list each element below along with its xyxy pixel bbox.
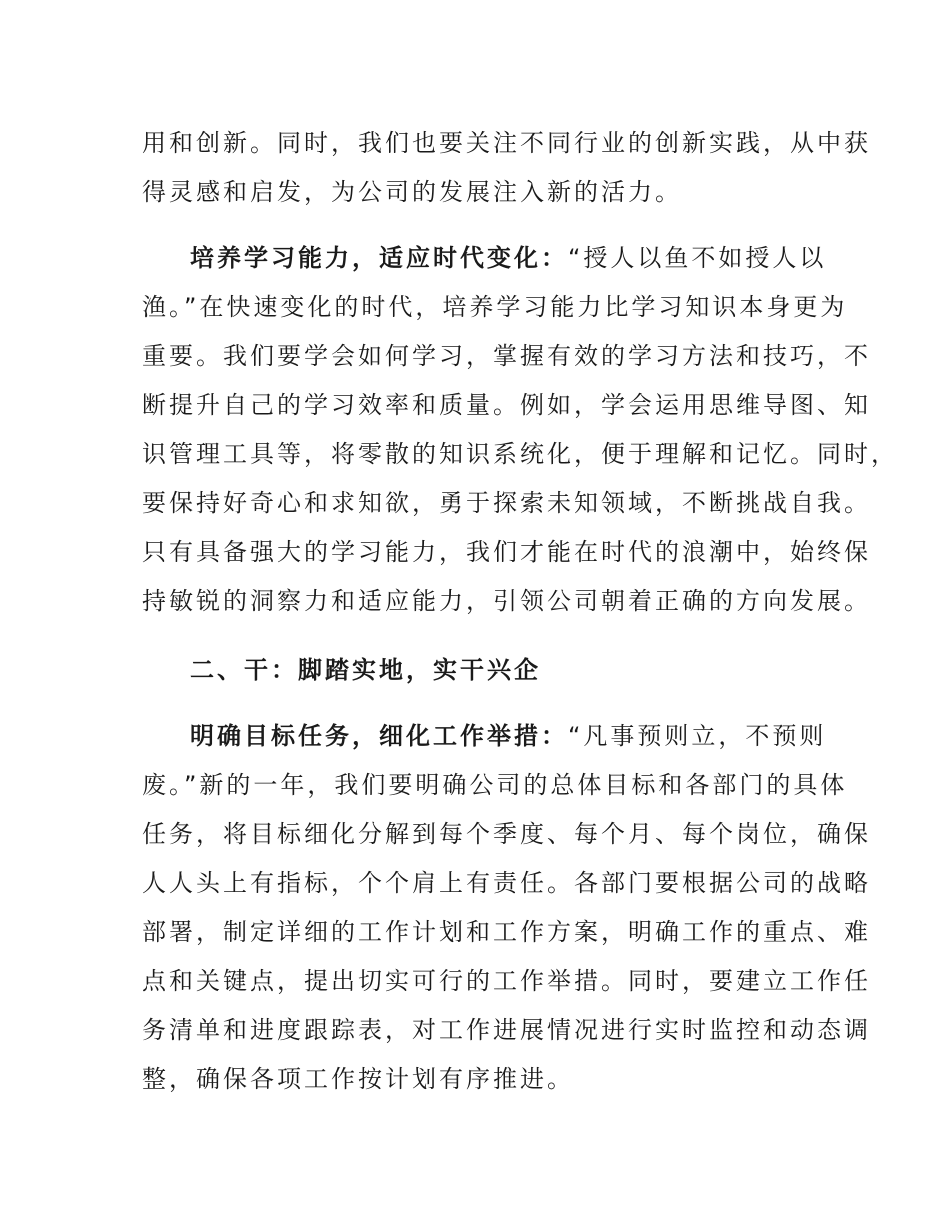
paragraph-line: 渔。”在快速变化的时代，培养学习能力比学习知识本身更为: [142, 293, 848, 321]
paragraph-line: 务清单和进度跟踪表，对工作进展情况进行实时监控和动态调: [142, 1016, 871, 1044]
paragraph-line: 得灵感和启发，为公司的发展注入新的活力。: [142, 178, 682, 206]
paragraph-line: 废。”新的一年，我们要明确公司的总体目标和各部门的具体: [142, 771, 848, 799]
paragraph-heading: 培养学习能力，适应时代变化：: [190, 244, 568, 272]
paragraph-line: 人人头上有指标，个个肩上有责任。各部门要根据公司的战略: [142, 869, 871, 897]
paragraph-line: 任务，将目标细化分解到每个季度、每个月、每个岗位，确保: [142, 820, 871, 848]
paragraph-line: 断提升自己的学习效率和质量。例如，学会运用思维导图、知: [142, 391, 871, 419]
paragraph-line: 要保持好奇心和求知欲，勇于探索未知领域，不断挑战自我。: [142, 489, 871, 517]
paragraph-line: 重要。我们要学会如何学习，掌握有效的学习方法和技巧，不: [142, 342, 871, 370]
paragraph-line: 用和创新。同时，我们也要关注不同行业的创新实践，从中获: [142, 129, 871, 157]
paragraph-line: 点和关键点，提出切实可行的工作举措。同时，要建立工作任: [142, 967, 871, 995]
paragraph-line: 只有具备强大的学习能力，我们才能在时代的浪潮中，始终保: [142, 538, 871, 566]
paragraph-first-line: [190, 721, 826, 751]
paragraph-first-line: [190, 243, 826, 273]
paragraph-text: “凡事预则立，不预则: [568, 722, 827, 750]
paragraph-line: 整，确保各项工作按计划有序推进。: [142, 1065, 574, 1093]
paragraph-line: 持敏锐的洞察力和适应能力，引领公司朝着正确的方向发展。: [142, 587, 871, 615]
paragraph-heading: 明确目标任务，细化工作举措：: [190, 722, 568, 750]
paragraph-line: 识管理工具等，将零散的知识系统化，便于理解和记忆。同时，: [142, 440, 898, 468]
paragraph-text: “授人以鱼不如授人以: [568, 244, 827, 272]
section-heading: 二、干：脚踏实地，实干兴企: [190, 656, 541, 684]
paragraph-line: 部署，制定详细的工作计划和工作方案，明确工作的重点、难: [142, 918, 871, 946]
